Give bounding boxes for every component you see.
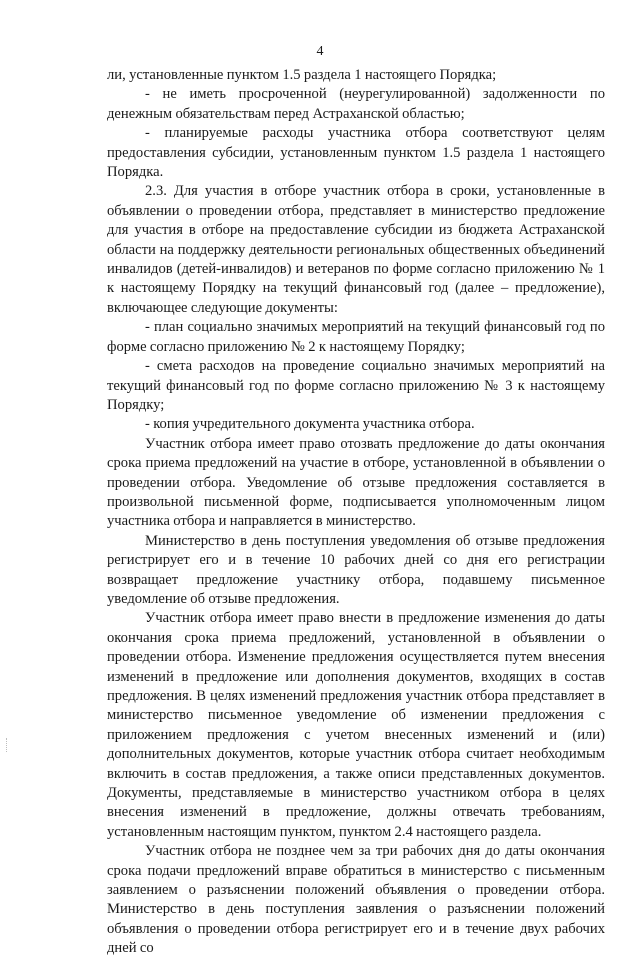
paragraph-withdrawal-registration: Министерство в день поступления уведомления об отзыве предложения регистрирует его и в течение 10 рабочих дней со дня его регистрации возвращает предложение участнику отбора, подавшему письменное уведомление об отзыве предложения. — [107, 532, 605, 607]
paragraph-clarification-request: Участник отбора не позднее чем за три рабочих дня до даты окончания срока подачи предложений вправе обратиться в министерство с письменным заявлением о разъяснении положений объявления о проведении отбора. Министерство в день поступления заявления о разъяснении положений объявления о проведении отбора регистрирует его и в течение двух рабочих дней со — [107, 843, 605, 957]
paragraph-withdrawal-right: Участник отбора имеет право отозвать предложение до даты окончания срока приема предложений на участие в отборе, установленной в объявлении о проведении отбора. Уведомление об отзыве предложения составляется в произвольной письменной форме, подписывается уполномоченным лицом участника отбора и направляется в министерство. — [107, 435, 605, 530]
paragraph-list-estimate: - смета расходов на проведение социально значимых мероприятий на текущий финансовый год по форме согласно приложению № 3 к настоящему Порядку; — [107, 358, 605, 413]
paragraph-requirement-expenses: - планируемые расходы участника отбора соответствуют целям предоставления субсидии, установленным пунктом 1.5 раздела 1 настоящего Порядка. — [107, 125, 605, 181]
paragraph-continuation: ли, установленные пунктом 1.5 раздела 1 настоящего Порядка; — [107, 67, 497, 83]
scan-edge-mark — [6, 738, 9, 752]
paragraph-requirement-debt: - не иметь просроченной (неурегулированной) задолженности по денежным обязательствам перед Астраханской областью; — [107, 86, 605, 122]
document-body — [107, 66, 605, 959]
paragraph-list-plan: - план социально значимых мероприятий на текущий финансовый год по форме согласно приложению № 2 к настоящему Порядку; — [107, 319, 605, 355]
paragraph-list-charter-copy: - копия учредительного документа участника отбора. — [145, 416, 475, 433]
paragraph-section-2-3: 2.3. Для участия в отборе участник отбора в сроки, установленные в объявлении о проведении отбора, представляет в министерство предложение для участия в отборе на предоставление субсидии из бюджета Астраханской области на поддержку деятельности региональных общественных объединений инвалидов (детей-инвалидов) и ветеранов по форме согласно приложению № 1 к настоящему Порядку на текущий финансовый год (далее – предложение), включающее следующие документы: — [107, 183, 605, 316]
page-number: 4 — [316, 44, 324, 59]
paragraph-amendment-right: Участник отбора имеет право внести в предложение изменения до даты окончания срока приема предложений, установленной в объявлении о проведении отбора. Изменение предложения осуществляется путем внесения изменений в предложение или дополнения документов, входящих в состав предложения. В целях изменений предложения участник отбора представляет в министерство письменное уведомление об изменении предложения с приложением предложения с учетом внесенных изменений и (или) дополнительных документов, которые участник отбора считает необходимым включить в состав предложения, а также описи представленных документов. Документы, представляемые в министерство участником отбора в целях внесения изменений в предложение, должны отвечать требованиям, установленным настоящим пунктом, пунктом 2.4 настоящего раздела. — [107, 610, 605, 840]
